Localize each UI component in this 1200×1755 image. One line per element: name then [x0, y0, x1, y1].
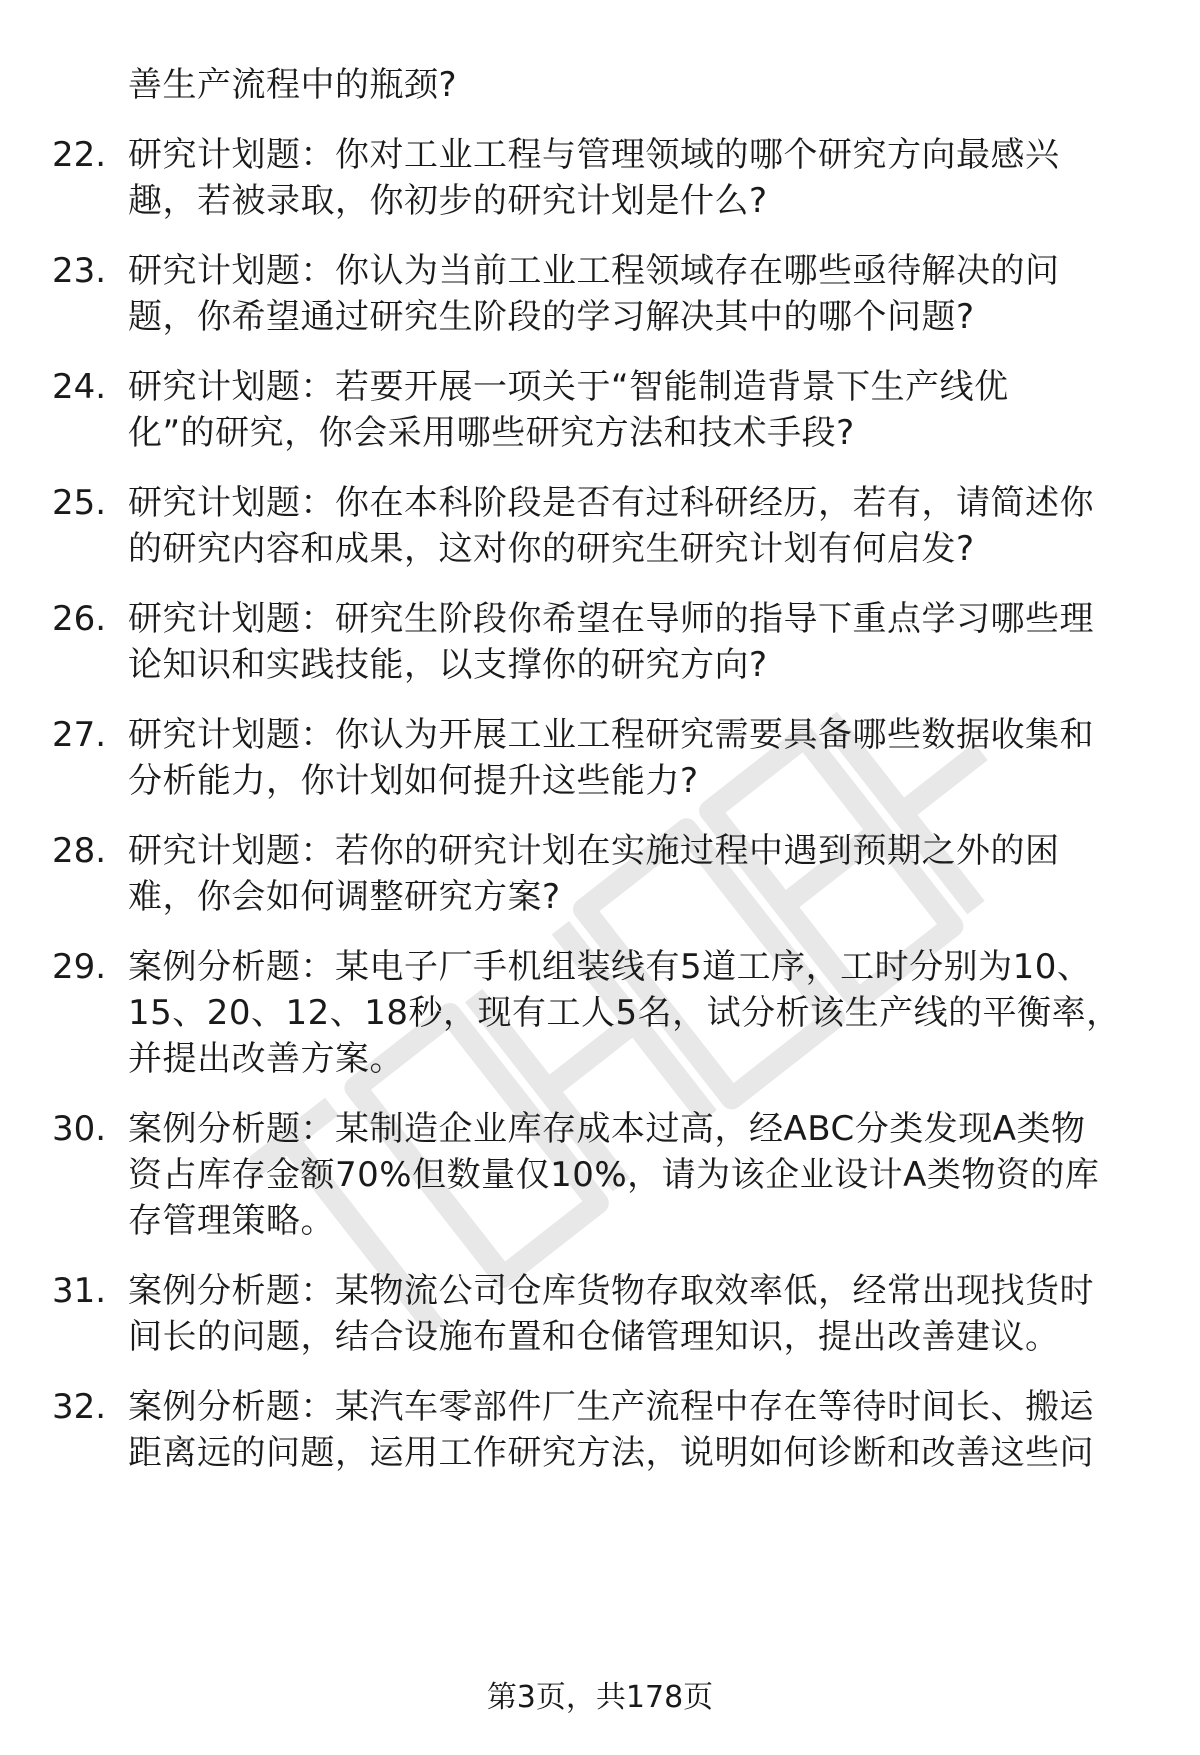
item-line: 研究计划题：研究生阶段你希望在导师的指导下重点学习哪些理: [128, 599, 1094, 639]
item-line: 研究计划题：若要开展一项关于“智能制造背景下生产线优: [128, 367, 1009, 407]
item-line: 研究计划题：你对工业工程与管理领域的哪个研究方向最感兴: [128, 135, 1060, 175]
item-line: 距离远的问题，运用工作研究方法，说明如何诊断和改善这些问: [128, 1433, 1094, 1473]
item-number: 30.: [52, 1109, 107, 1149]
item-line: 案例分析题：某电子厂手机组装线有5道工序，工时分别为10、: [128, 947, 1092, 987]
item-line: 论知识和实践技能，以支撑你的研究方向?: [128, 645, 768, 685]
item-number: 31.: [52, 1271, 107, 1311]
continuation-text: 善生产流程中的瓶颈?: [128, 65, 458, 105]
item-number: 23.: [52, 251, 107, 291]
item-line: 并提出改善方案。: [128, 1039, 404, 1079]
item-number: 24.: [52, 367, 107, 407]
item-line: 研究计划题：你认为开展工业工程研究需要具备哪些数据收集和: [128, 715, 1094, 755]
item-number: 26.: [52, 599, 107, 639]
item-line: 案例分析题：某制造企业库存成本过高，经ABC分类发现A类物: [128, 1109, 1086, 1149]
item-number: 29.: [52, 947, 107, 987]
item-number: 25.: [52, 483, 107, 523]
item-line: 的研究内容和成果，这对你的研究生研究计划有何启发?: [128, 529, 975, 569]
item-line: 间长的问题，结合设施布置和仓储管理知识，提出改善建议。: [128, 1317, 1060, 1357]
item-line: 案例分析题：某汽车零部件厂生产流程中存在等待时间长、搬运: [128, 1387, 1094, 1427]
item-line: 题，你希望通过研究生阶段的学习解决其中的哪个问题?: [128, 297, 975, 337]
item-line: 研究计划题：你在本科阶段是否有过科研经历，若有，请简述你: [128, 483, 1094, 523]
item-number: 32.: [52, 1387, 107, 1427]
item-line: 难，你会如何调整研究方案?: [128, 877, 561, 917]
item-line: 存管理策略。: [128, 1201, 335, 1241]
item-line: 15、20、12、18秒，现有工人5名，试分析该生产线的平衡率，: [128, 993, 1121, 1033]
item-line: 趣，若被录取，你初步的研究计划是什么?: [128, 181, 768, 221]
item-line: 化”的研究，你会采用哪些研究方法和技术手段?: [128, 413, 855, 453]
item-line: 案例分析题：某物流公司仓库货物存取效率低，经常出现找货时: [128, 1271, 1094, 1311]
item-number: 22.: [52, 135, 107, 175]
item-line: 研究计划题：你认为当前工业工程领域存在哪些亟待解决的问: [128, 251, 1060, 291]
item-line: 研究计划题：若你的研究计划在实施过程中遇到预期之外的困: [128, 831, 1060, 871]
item-line: 分析能力，你计划如何提升这些能力?: [128, 761, 699, 801]
page-footer: 第3页，共178页: [486, 1680, 714, 1715]
item-number: 27.: [52, 715, 107, 755]
item-number: 28.: [52, 831, 107, 871]
item-line: 资占库存金额70%但数量仅10%，请为该企业设计A类物资的库: [128, 1155, 1100, 1195]
